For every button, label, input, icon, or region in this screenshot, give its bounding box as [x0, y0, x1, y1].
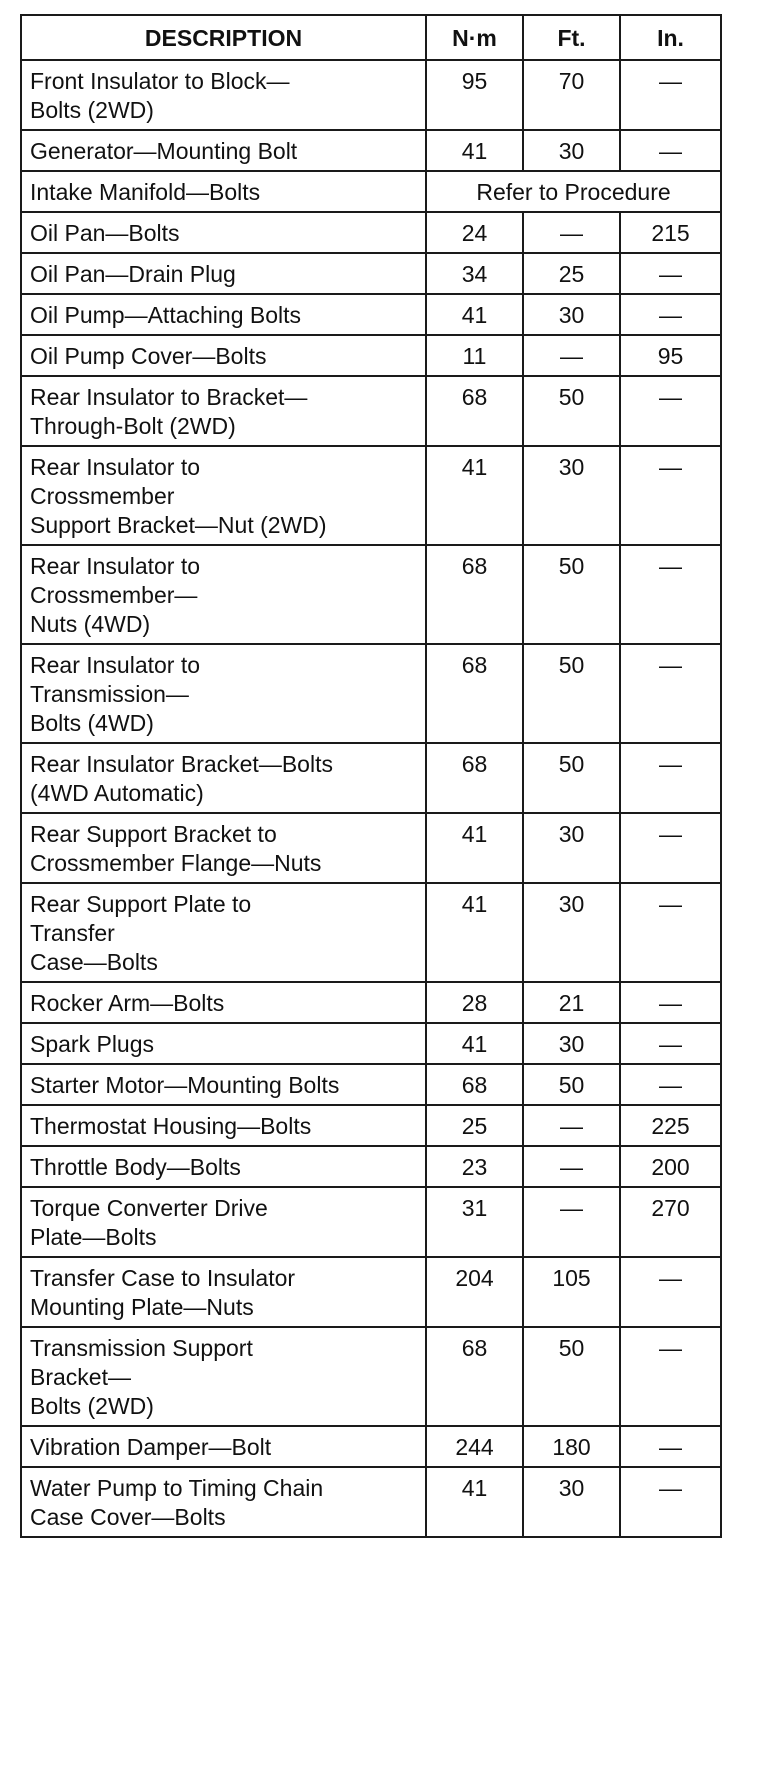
description-line: Transmission— [30, 681, 189, 707]
table-row [21, 253, 721, 294]
description-cell [21, 376, 426, 446]
ft-value-cell: 105 [523, 1257, 620, 1327]
ft-value-cell: 21 [523, 982, 620, 1023]
nm-value-cell: 244 [426, 1426, 523, 1467]
ft-value-cell: 30 [523, 1023, 620, 1064]
in-value-cell: 215 [620, 212, 721, 253]
in-value-cell: — [620, 1327, 721, 1426]
header-newton-meters: N·m [426, 15, 523, 60]
header-description: DESCRIPTION [21, 15, 426, 60]
in-value-cell: 95 [620, 335, 721, 376]
nm-value-cell: 41 [426, 813, 523, 883]
table-row [21, 446, 721, 545]
in-value-cell: — [620, 743, 721, 813]
description-line: Crossmember [30, 483, 175, 509]
in-value-cell: — [620, 1257, 721, 1327]
in-value-cell: 225 [620, 1105, 721, 1146]
ft-value-cell: — [523, 1146, 620, 1187]
description-line: Bolts (4WD) [30, 710, 154, 736]
description-line: Bolts (2WD) [30, 97, 154, 123]
table-row [21, 813, 721, 883]
description-cell [21, 60, 426, 130]
description-line: Transfer [30, 920, 115, 946]
description-cell [21, 1327, 426, 1426]
torque-spec-table [20, 14, 722, 1538]
in-value-cell: — [620, 982, 721, 1023]
description-cell [21, 1146, 426, 1187]
description-line: Rear Insulator to [30, 553, 201, 579]
nm-value-cell: 68 [426, 1327, 523, 1426]
ft-value-cell: 50 [523, 545, 620, 644]
nm-value-cell: 24 [426, 212, 523, 253]
ft-value-cell: 50 [523, 1327, 620, 1426]
description-line: Intake Manifold—Bolts [30, 179, 261, 205]
description-cell [21, 335, 426, 376]
table-row [21, 1426, 721, 1467]
nm-value-cell: 34 [426, 253, 523, 294]
header-row [21, 15, 721, 60]
table-row [21, 1187, 721, 1257]
header-inch-pounds: In. [620, 15, 721, 60]
description-cell [21, 1257, 426, 1327]
description-cell [21, 1064, 426, 1105]
ft-value-cell: 70 [523, 60, 620, 130]
ft-value-cell: — [523, 1105, 620, 1146]
table-row [21, 743, 721, 813]
description-cell [21, 982, 426, 1023]
ft-value-cell: 30 [523, 446, 620, 545]
table-row [21, 130, 721, 171]
table-row [21, 1146, 721, 1187]
table-row [21, 1064, 721, 1105]
ft-value-cell: 30 [523, 294, 620, 335]
ft-value-cell: 30 [523, 883, 620, 982]
nm-value-cell: 95 [426, 60, 523, 130]
description-line: Rear Insulator Bracket—Bolts [30, 751, 333, 777]
header-foot-pounds: Ft. [523, 15, 620, 60]
description-cell [21, 294, 426, 335]
description-line: Bolts (2WD) [30, 1393, 154, 1419]
description-cell [21, 743, 426, 813]
description-line: Oil Pump Cover—Bolts [30, 343, 267, 369]
table-row [21, 644, 721, 743]
in-value-cell: — [620, 294, 721, 335]
nm-value-cell: 41 [426, 294, 523, 335]
ft-value-cell: 50 [523, 376, 620, 446]
in-value-cell: — [620, 130, 721, 171]
description-line: Rocker Arm—Bolts [30, 990, 225, 1016]
table-row [21, 1105, 721, 1146]
nm-value-cell: 68 [426, 644, 523, 743]
description-line: Mounting Plate—Nuts [30, 1294, 254, 1320]
in-value-cell: — [620, 1064, 721, 1105]
description-line: Spark Plugs [30, 1031, 155, 1057]
nm-value-cell: 23 [426, 1146, 523, 1187]
description-cell [21, 130, 426, 171]
nm-value-cell: 68 [426, 376, 523, 446]
description-line: Rear Support Bracket to [30, 821, 277, 847]
description-line: Case Cover—Bolts [30, 1504, 226, 1530]
nm-value-cell: 41 [426, 883, 523, 982]
in-value-cell: — [620, 644, 721, 743]
torque-spec-sheet [20, 14, 720, 1538]
description-line: Vibration Damper—Bolt [30, 1434, 272, 1460]
in-value-cell: 270 [620, 1187, 721, 1257]
table-row [21, 376, 721, 446]
in-value-cell: — [620, 253, 721, 294]
table-row [21, 982, 721, 1023]
description-line: Rear Support Plate to [30, 891, 252, 917]
description-line: Plate—Bolts [30, 1224, 157, 1250]
in-value-cell: — [620, 1023, 721, 1064]
nm-value-cell: 25 [426, 1105, 523, 1146]
description-line: Nuts (4WD) [30, 611, 151, 637]
description-line: Support Bracket—Nut (2WD) [30, 512, 327, 538]
in-value-cell: — [620, 883, 721, 982]
description-line: Torque Converter Drive [30, 1195, 268, 1221]
table-row [21, 294, 721, 335]
nm-value-cell: 28 [426, 982, 523, 1023]
ft-value-cell: 50 [523, 743, 620, 813]
ft-value-cell: 180 [523, 1426, 620, 1467]
description-line: Front Insulator to Block— [30, 68, 290, 94]
in-value-cell: — [620, 813, 721, 883]
ft-value-cell: — [523, 335, 620, 376]
description-line: (4WD Automatic) [30, 780, 204, 806]
description-line: Rear Insulator to Bracket— [30, 384, 308, 410]
description-cell [21, 1426, 426, 1467]
description-line: Oil Pan—Bolts [30, 220, 180, 246]
description-cell [21, 446, 426, 545]
table-row [21, 1023, 721, 1064]
description-line: Throttle Body—Bolts [30, 1154, 241, 1180]
description-line: Bracket— [30, 1364, 131, 1390]
description-cell [21, 1187, 426, 1257]
nm-value-cell: 41 [426, 1023, 523, 1064]
description-line: Crossmember Flange—Nuts [30, 850, 322, 876]
ft-value-cell: 30 [523, 813, 620, 883]
description-line: Transfer Case to Insulator [30, 1265, 296, 1291]
description-line: Rear Insulator to [30, 652, 201, 678]
ft-value-cell: 50 [523, 1064, 620, 1105]
in-value-cell: — [620, 545, 721, 644]
description-line: Thermostat Housing—Bolts [30, 1113, 312, 1139]
description-line: Case—Bolts [30, 949, 158, 975]
nm-value-cell: 68 [426, 1064, 523, 1105]
table-row [21, 1327, 721, 1426]
in-value-cell: — [620, 1426, 721, 1467]
nm-value-cell: 68 [426, 545, 523, 644]
description-cell [21, 1105, 426, 1146]
description-cell [21, 253, 426, 294]
description-line: Oil Pan—Drain Plug [30, 261, 236, 287]
table-body [21, 60, 721, 1537]
table-row [21, 212, 721, 253]
in-value-cell: — [620, 446, 721, 545]
nm-value-cell: 68 [426, 743, 523, 813]
description-line: Rear Insulator to [30, 454, 201, 480]
description-cell [21, 545, 426, 644]
description-cell [21, 883, 426, 982]
table-row [21, 545, 721, 644]
in-value-cell: — [620, 376, 721, 446]
ft-value-cell: 25 [523, 253, 620, 294]
refer-to-procedure-cell: Refer to Procedure [426, 171, 721, 212]
ft-value-cell: — [523, 1187, 620, 1257]
description-cell [21, 813, 426, 883]
description-line: Oil Pump—Attaching Bolts [30, 302, 302, 328]
description-cell [21, 212, 426, 253]
nm-value-cell: 11 [426, 335, 523, 376]
description-line: Water Pump to Timing Chain [30, 1475, 324, 1501]
table-row [21, 1467, 721, 1537]
description-line: Generator—Mounting Bolt [30, 138, 298, 164]
nm-value-cell: 41 [426, 130, 523, 171]
table-row [21, 1257, 721, 1327]
ft-value-cell: 30 [523, 130, 620, 171]
nm-value-cell: 41 [426, 446, 523, 545]
table-row [21, 60, 721, 130]
description-cell [21, 171, 426, 212]
nm-value-cell: 31 [426, 1187, 523, 1257]
description-cell [21, 644, 426, 743]
description-cell [21, 1023, 426, 1064]
ft-value-cell: — [523, 212, 620, 253]
ft-value-cell: 30 [523, 1467, 620, 1537]
in-value-cell: — [620, 1467, 721, 1537]
description-line: Through-Bolt (2WD) [30, 413, 236, 439]
description-line: Crossmember— [30, 582, 198, 608]
ft-value-cell: 50 [523, 644, 620, 743]
table-row [21, 335, 721, 376]
description-cell [21, 1467, 426, 1537]
nm-value-cell: 41 [426, 1467, 523, 1537]
description-line: Transmission Support [30, 1335, 253, 1361]
in-value-cell: 200 [620, 1146, 721, 1187]
table-row [21, 171, 721, 212]
in-value-cell: — [620, 60, 721, 130]
description-line: Starter Motor—Mounting Bolts [30, 1072, 340, 1098]
table-row [21, 883, 721, 982]
nm-value-cell: 204 [426, 1257, 523, 1327]
